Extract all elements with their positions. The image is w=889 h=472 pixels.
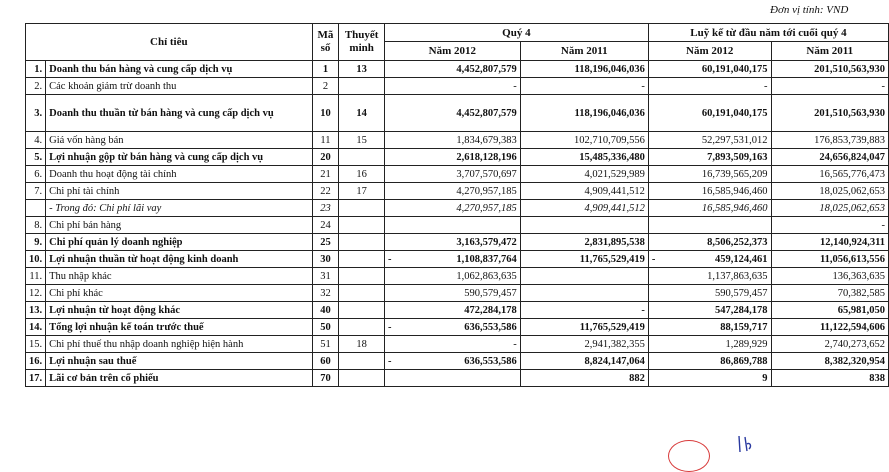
row-index: 7.: [26, 183, 46, 200]
cell-ytd-2012: 7,893,509,163: [648, 149, 771, 166]
cell-q4-2012: 1,834,679,383: [384, 132, 520, 149]
row-note: [339, 268, 385, 285]
row-code: 22: [312, 183, 339, 200]
row-label: Chi phí quản lý doanh nghiệp: [46, 234, 313, 251]
income-statement-table: [25, 23, 889, 387]
row-note: [339, 217, 385, 234]
cell-q4-2011: [520, 268, 648, 285]
cell-ytd-2011: 11,122,594,606: [771, 319, 888, 336]
row-label: Lợi nhuận thuần từ hoạt động kinh doanh: [46, 251, 313, 268]
cell-ytd-2011: 8,382,320,954: [771, 353, 888, 370]
row-index: 2.: [26, 78, 46, 95]
cell-q4-2012: [384, 353, 520, 370]
cell-q4-2012: 1,062,863,635: [384, 268, 520, 285]
table-row: [26, 132, 889, 149]
cell-ytd-2012: 88,159,717: [648, 319, 771, 336]
row-index: 5.: [26, 149, 46, 166]
cell-ytd-2012: 9: [648, 370, 771, 387]
cell-ytd-2011: 18,025,062,653: [771, 200, 888, 217]
cell-q4-2011: 15,485,336,480: [520, 149, 648, 166]
row-index: 13.: [26, 302, 46, 319]
row-note: [339, 353, 385, 370]
cell-q4-2011: 11,765,529,419: [520, 251, 648, 268]
cell-ytd-2011: -: [771, 217, 888, 234]
row-index: 4.: [26, 132, 46, 149]
cell-q4-2012: -: [384, 78, 520, 95]
row-label: Các khoản giảm trừ doanh thu: [46, 78, 313, 95]
row-note: [339, 370, 385, 387]
row-label: Chi phí khác: [46, 285, 313, 302]
cell-ytd-2011: 2,740,273,652: [771, 336, 888, 353]
cell-ytd-2012: 16,585,946,460: [648, 200, 771, 217]
cell-q4-2011: 2,941,382,355: [520, 336, 648, 353]
row-code: 2: [312, 78, 339, 95]
row-code: 20: [312, 149, 339, 166]
row-index: 1.: [26, 61, 46, 78]
cell-q4-2011: 2,831,895,538: [520, 234, 648, 251]
currency-unit-note: Đơn vị tính: VND: [770, 4, 849, 16]
table-row: [26, 319, 889, 336]
row-label: Giá vốn hàng bán: [46, 132, 313, 149]
cell-ytd-2012: 1,137,863,635: [648, 268, 771, 285]
row-index: 16.: [26, 353, 46, 370]
cell-ytd-2012: 1,289,929: [648, 336, 771, 353]
table-row: [26, 370, 889, 387]
row-index: 8.: [26, 217, 46, 234]
row-index: 11.: [26, 268, 46, 285]
row-note: [339, 285, 385, 302]
cell-q4-2012: 3,707,570,697: [384, 166, 520, 183]
cell-ytd-2012: -: [648, 78, 771, 95]
row-note: [339, 78, 385, 95]
row-label: Lợi nhuận gộp từ bán hàng và cung cấp dịch vụ: [46, 149, 313, 166]
cell-ytd-2011: -: [771, 78, 888, 95]
table-row: [26, 251, 889, 268]
cell-value: 636,553,586: [464, 321, 517, 333]
cell-q4-2012: [384, 319, 520, 336]
row-label: Tổng lợi nhuận kế toán trước thuế: [46, 319, 313, 336]
row-index: [26, 200, 46, 217]
cell-q4-2011: -: [520, 78, 648, 95]
row-note: 16: [339, 166, 385, 183]
row-code: 25: [312, 234, 339, 251]
cell-value: 459,124,461: [715, 253, 768, 265]
cell-ytd-2012: 60,191,040,175: [648, 95, 771, 132]
cell-ytd-2011: 24,656,824,047: [771, 149, 888, 166]
row-code: 40: [312, 302, 339, 319]
header-group-ytd: Luỹ kế từ đầu năm tới cuối quý 4: [648, 24, 888, 42]
table-row: [26, 95, 889, 132]
cell-ytd-2011: 18,025,062,653: [771, 183, 888, 200]
row-note: 18: [339, 336, 385, 353]
cell-ytd-2012: 590,579,457: [648, 285, 771, 302]
cell-ytd-2011: 136,363,635: [771, 268, 888, 285]
row-note: [339, 149, 385, 166]
table-row: [26, 336, 889, 353]
cell-q4-2011: -: [520, 302, 648, 319]
row-note: [339, 319, 385, 336]
row-note: [339, 302, 385, 319]
row-index: 10.: [26, 251, 46, 268]
cell-q4-2011: [520, 217, 648, 234]
cell-ytd-2011: 838: [771, 370, 888, 387]
row-code: 30: [312, 251, 339, 268]
row-note: [339, 251, 385, 268]
row-note: 15: [339, 132, 385, 149]
cell-q4-2011: 8,824,147,064: [520, 353, 648, 370]
row-index: 3.: [26, 95, 46, 132]
row-label: Doanh thu thuần từ bán hàng và cung cấp dịch vụ: [46, 95, 313, 132]
cell-q4-2012: 4,270,957,185: [384, 183, 520, 200]
table-row: [26, 268, 889, 285]
cell-ytd-2011: 201,510,563,930: [771, 95, 888, 132]
header-q4-2011: Năm 2011: [520, 42, 648, 61]
row-code: 70: [312, 370, 339, 387]
header-code: Mã số: [312, 24, 339, 61]
cell-value: 1,108,837,764: [456, 253, 517, 265]
cell-q4-2011: 118,196,046,036: [520, 95, 648, 132]
row-index: 9.: [26, 234, 46, 251]
signature-mark: [735, 434, 755, 454]
cell-ytd-2012: 52,297,531,012: [648, 132, 771, 149]
cell-value: 636,553,586: [464, 355, 517, 367]
cell-q4-2011: 11,765,529,419: [520, 319, 648, 336]
row-index: 14.: [26, 319, 46, 336]
table-row: [26, 183, 889, 200]
row-label: Doanh thu bán hàng và cung cấp dịch vụ: [46, 61, 313, 78]
row-code: 24: [312, 217, 339, 234]
cell-ytd-2011: 65,981,050: [771, 302, 888, 319]
header-indicator: Chỉ tiêu: [26, 24, 313, 61]
cell-q4-2012: [384, 217, 520, 234]
cell-ytd-2012: 8,506,252,373: [648, 234, 771, 251]
row-note: 13: [339, 61, 385, 78]
cell-ytd-2012: 86,869,788: [648, 353, 771, 370]
table-row: [26, 353, 889, 370]
row-code: 21: [312, 166, 339, 183]
row-index: 12.: [26, 285, 46, 302]
table-row: [26, 302, 889, 319]
cell-ytd-2011: 16,565,776,473: [771, 166, 888, 183]
company-seal-partial: [668, 440, 710, 472]
cell-ytd-2011: 201,510,563,930: [771, 61, 888, 78]
table-row: [26, 61, 889, 78]
header-note: Thuyết minh: [339, 24, 385, 61]
row-code: 11: [312, 132, 339, 149]
row-index: 6.: [26, 166, 46, 183]
row-code: 60: [312, 353, 339, 370]
cell-q4-2012: [384, 251, 520, 268]
row-code: 1: [312, 61, 339, 78]
row-note: [339, 200, 385, 217]
row-code: 23: [312, 200, 339, 217]
negative-marker: -: [387, 321, 392, 333]
row-code: 32: [312, 285, 339, 302]
cell-q4-2012: 4,270,957,185: [384, 200, 520, 217]
row-label: Lãi cơ bản trên cổ phiếu: [46, 370, 313, 387]
negative-marker: -: [387, 355, 392, 367]
row-label: Chi phí tài chính: [46, 183, 313, 200]
cell-q4-2011: 118,196,046,036: [520, 61, 648, 78]
cell-q4-2011: 4,021,529,989: [520, 166, 648, 183]
cell-ytd-2011: 11,056,613,556: [771, 251, 888, 268]
cell-ytd-2011: 176,853,739,883: [771, 132, 888, 149]
cell-q4-2011: [520, 285, 648, 302]
table-row: [26, 217, 889, 234]
row-index: 15.: [26, 336, 46, 353]
table-row: [26, 166, 889, 183]
cell-q4-2012: [384, 370, 520, 387]
negative-marker: -: [651, 253, 656, 265]
cell-q4-2011: 882: [520, 370, 648, 387]
table-row: [26, 285, 889, 302]
row-label: Chi phí thuế thu nhập doanh nghiệp hiện hành: [46, 336, 313, 353]
row-label: Thu nhập khác: [46, 268, 313, 285]
row-label: - Trong đó: Chi phí lãi vay: [46, 200, 313, 217]
header-ytd-2012: Năm 2012: [648, 42, 771, 61]
cell-ytd-2012: 16,585,946,460: [648, 183, 771, 200]
row-label: Doanh thu hoạt động tài chính: [46, 166, 313, 183]
cell-q4-2011: 102,710,709,556: [520, 132, 648, 149]
cell-q4-2012: 472,284,178: [384, 302, 520, 319]
cell-ytd-2012: 547,284,178: [648, 302, 771, 319]
table-row: [26, 149, 889, 166]
row-label: Lợi nhuận sau thuế: [46, 353, 313, 370]
row-note: 14: [339, 95, 385, 132]
cell-ytd-2012: 16,739,565,209: [648, 166, 771, 183]
table-row: [26, 200, 889, 217]
cell-q4-2012: 4,452,807,579: [384, 95, 520, 132]
cell-q4-2012: 3,163,579,472: [384, 234, 520, 251]
row-code: 10: [312, 95, 339, 132]
cell-ytd-2012: [648, 251, 771, 268]
cell-q4-2012: -: [384, 336, 520, 353]
table-row: [26, 234, 889, 251]
row-code: 50: [312, 319, 339, 336]
cell-ytd-2011: 12,140,924,311: [771, 234, 888, 251]
cell-ytd-2012: 60,191,040,175: [648, 61, 771, 78]
cell-ytd-2012: [648, 217, 771, 234]
row-code: 31: [312, 268, 339, 285]
row-note: 17: [339, 183, 385, 200]
header-ytd-2011: Năm 2011: [771, 42, 888, 61]
cell-q4-2011: 4,909,441,512: [520, 200, 648, 217]
cell-q4-2012: 2,618,128,196: [384, 149, 520, 166]
cell-q4-2011: 4,909,441,512: [520, 183, 648, 200]
row-code: 51: [312, 336, 339, 353]
header-q4-2012: Năm 2012: [384, 42, 520, 61]
row-index: 17.: [26, 370, 46, 387]
header-group-q4: Quý 4: [384, 24, 648, 42]
negative-marker: -: [387, 253, 392, 265]
row-label: Lợi nhuận từ hoạt động khác: [46, 302, 313, 319]
row-note: [339, 234, 385, 251]
cell-ytd-2011: 70,382,585: [771, 285, 888, 302]
cell-q4-2012: 590,579,457: [384, 285, 520, 302]
cell-q4-2012: 4,452,807,579: [384, 61, 520, 78]
row-label: Chi phí bán hàng: [46, 217, 313, 234]
table-row: [26, 78, 889, 95]
